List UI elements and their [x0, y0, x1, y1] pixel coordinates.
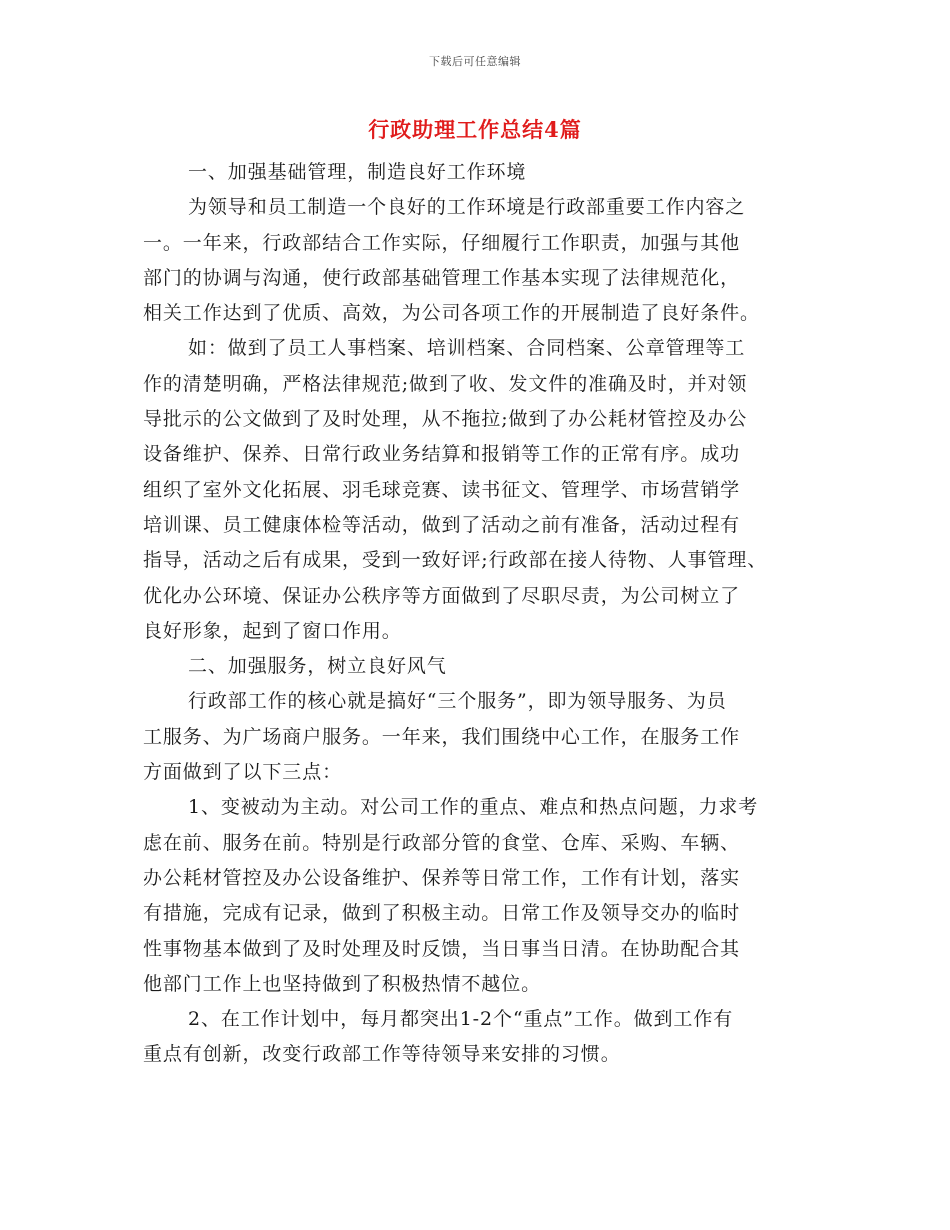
paragraph-line: 部门的协调与沟通，使行政部基础管理工作基本实现了法律规范化，: [143, 266, 741, 289]
paragraph-line: 作的清楚明确，严格法律规范;做到了收、发文件的准确及时，并对领: [143, 372, 748, 395]
page-header-note: 下载后可任意编辑: [429, 55, 521, 68]
paragraph-line: 相关工作达到了优质、高效，为公司各项工作的开展制造了良好条件。: [143, 302, 760, 325]
paragraph-line: 优化办公环境、保证办公秩序等方面做到了尽职尽责，为公司树立了: [143, 584, 741, 607]
paragraph-line: 重点有创新，改变行政部工作等待领导来安排的习惯。: [143, 1043, 621, 1066]
paragraph-line: 1、变被动为主动。对公司工作的重点、难点和热点问题，力求考: [188, 796, 759, 819]
paragraph-line: 培训课、员工健康体检等活动，做到了活动之前有准备，活动过程有: [143, 513, 741, 536]
paragraph-line: 组织了室外文化拓展、羽毛球竞赛、读书征文、管理学、市场营销学: [143, 478, 741, 501]
paragraph-line: 性事物基本做到了及时处理及时反馈，当日事当日清。在协助配合其: [143, 937, 741, 960]
document-body: [143, 155, 823, 1073]
paragraph-line: 良好形象，起到了窗口作用。: [143, 619, 402, 642]
paragraph-line: 导批示的公文做到了及时处理，从不拖拉;做到了办公耗材管控及办公: [143, 408, 748, 431]
paragraph-line: 指导，活动之后有成果，受到一致好评;行政部在接人待物、人事管理、: [143, 549, 768, 572]
paragraph-line: 办公耗材管控及办公设备维护、保养等日常工作，工作有计划，落实: [143, 866, 741, 889]
paragraph-line: 工服务、为广场商户服务。一年来，我们围绕中心工作，在服务工作: [143, 725, 741, 748]
paragraph-line: 2、在工作计划中，每月都突出1-2个“重点”工作。做到工作有: [188, 1008, 734, 1031]
paragraph-line: 方面做到了以下三点：: [143, 761, 343, 784]
paragraph-line: 行政部工作的核心就是搞好“三个服务”，即为领导服务、为员: [188, 690, 727, 713]
paragraph-line: 为领导和员工制造一个良好的工作环境是行政部重要工作内容之: [188, 196, 746, 219]
paragraph-line: 如：做到了员工人事档案、培训档案、合同档案、公章管理等工: [188, 337, 746, 360]
paragraph-line: 虑在前、服务在前。特别是行政部分管的食堂、仓库、采购、车辆、: [143, 831, 741, 854]
section-heading-1: 一、加强基础管理，制造良好工作环境: [188, 161, 527, 183]
paragraph-line: 有措施，完成有记录，做到了积极主动。日常工作及领导交办的临时: [143, 902, 741, 925]
section-heading-2: 二、加强服务，树立良好风气: [188, 655, 447, 678]
paragraph-line: 他部门工作上也坚持做到了积极热情不越位。: [143, 972, 542, 995]
paragraph-line: 设备维护、保养、日常行政业务结算和报销等工作的正常有序。成功: [143, 443, 741, 466]
document-title: 行政助理工作总结4篇: [368, 117, 582, 142]
paragraph-line: 一。一年来，行政部结合工作实际，仔细履行工作职责，加强与其他: [143, 231, 741, 254]
